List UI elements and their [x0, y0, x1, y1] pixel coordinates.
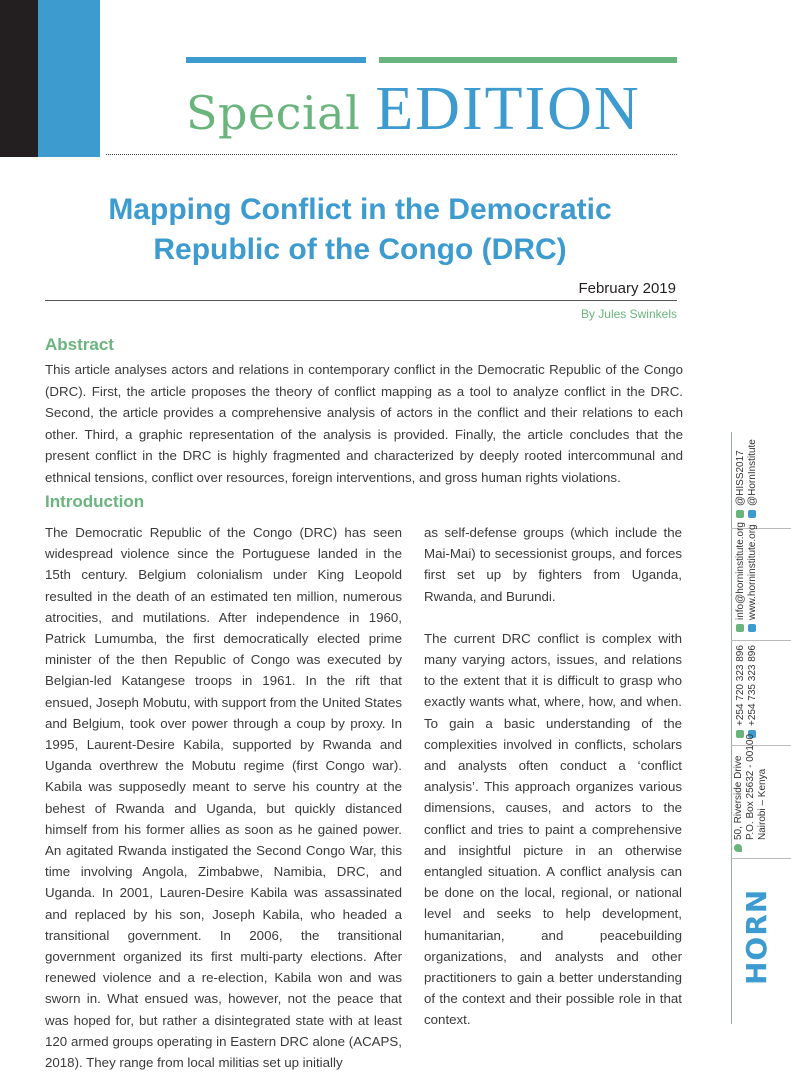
phone-number: +254 735 323 896 — [747, 645, 758, 726]
horn-logo — [740, 889, 773, 985]
twitter-icon — [736, 510, 744, 518]
sidebar-rule — [731, 858, 791, 859]
sidebar-social — [735, 439, 759, 518]
address-line: 50, Riverside Drive — [733, 755, 744, 840]
address-line: P.O. Box 25632 - 00100 — [745, 733, 756, 840]
email-icon — [736, 624, 744, 632]
introduction-heading: Introduction — [45, 492, 145, 511]
phone-number: +254 720 323 896 — [735, 645, 746, 726]
article-title-line1: Mapping Conflict in the Democratic — [108, 193, 612, 226]
address-line: Nairobi – Kenya — [757, 768, 768, 840]
masthead-special: Special — [186, 86, 361, 140]
masthead-green-bar — [379, 57, 677, 63]
globe-icon — [748, 624, 756, 632]
email-link[interactable]: info@horninstitute.org — [735, 522, 746, 620]
masthead-divider — [106, 154, 677, 155]
twitter-icon — [748, 510, 756, 518]
website-link[interactable]: www.horninstitute.org — [747, 524, 758, 620]
date-divider — [45, 300, 677, 301]
social-handle[interactable]: @HornInstitute — [747, 439, 758, 506]
introduction-paragraph: as self-defense groups (which include the Mai-Mai) to secessionist groups, and forces first set up by fighters from Uganda, Rwanda, and Burundi. — [424, 525, 682, 604]
introduction-paragraph: The current DRC conflict is complex with many varying actors, issues, and relations to the extent that it is difficult to grasp who exactly wants what, where, how, and when. To gain a basic understanding of the complexities involved in conflicts, scholars and analysts often conduct a ‘conflict analysis’. This approach organizes various dimensions, causes, and actors to the conflict and tries to paint a comprehensive and insightful picture in an otherwise entangled situation. A conflict analysis can be done on the local, regional, or national level and seeks to help development, humanitarian, and peacebuilding organizations, and analysts and other practitioners to gain a better understanding of the context and their possible role in that context. — [424, 630, 682, 1028]
abstract-text: This article analyses actors and relations in contemporary conflict in the Democratic Republic of the Congo (DRC). First, the article proposes the theory of conflict mapping as a tool to analyze conflict in the DRC. Second, the article provides a comprehensive analysis of actors in the conflict and their relations to each other. Third, a graphic representation of the analysis is provided. Finally, the article concludes that the present conflict in the DRC is highly fragmented and characterized by deeply rooted intercommunal and ethnical tensions, conflict over resources, foreign interventions, and gross human rights violations. — [45, 362, 683, 485]
masthead-edition: EDITION — [375, 75, 641, 143]
sidebar-web — [735, 522, 759, 632]
introduction-right-column — [424, 522, 682, 1031]
article-author: By Jules Swinkels — [580, 307, 677, 321]
sidebar-divider — [731, 432, 732, 1024]
social-handle[interactable]: @HISS2017 — [735, 450, 746, 506]
abstract-heading: Abstract — [45, 335, 114, 354]
masthead-blue-bar — [186, 57, 366, 63]
article-title — [60, 190, 660, 270]
sidebar-rule — [731, 640, 791, 641]
location-pin-icon — [734, 844, 742, 852]
sidebar-phones — [735, 645, 759, 738]
introduction-left-column: The Democratic Republic of the Congo (DRC) has seen widespread violence since the Portuguese landed in the 15th century. Belgium colonialism under King Leopold resulted in the death of an estimated ten million, numerous atrocities, and mutilations. After independence in 1960, Patrick Lumumba, the first democratically elected prime minister of the then Republic of Congo was executed by Belgian-led Katangese troops in 1961. In the rift that ensued, Joseph Mobutu, with support from the United States and Belgium, took over power through a coup by proxy. In 1995, Laurent-Desire Kabila, supported by Rwanda and Uganda overthrew the Mobutu regime (first Congo war). Kabila was supposedly meant to serve his country at the behest of Rwanda and Uganda, but quickly distanced himself from his former allies as soon as he gained power. An agitated Rwanda instigated the Second Congo War, this time involving Angola, Zimbabwe, Namibia, DRC, and Uganda. In 2001, Lauren-Desire Kabila was assassinated and replaced by his son, Joseph Kabila, who headed a transitional government. In 2006, the transitional government organized its first multi-party elections. After renewed violence and a re-election, Kabila won and was sworn in. What ensued was, however, not the peace that was hoped for, but rather a disintegrated state with at least 120 armed groups operating in Eastern DRC alone (ACAPS, 2018). They range from local militias set up initially — [45, 525, 403, 1071]
horn-logo-text: HORN — [740, 888, 773, 985]
sidebar-address — [733, 734, 769, 852]
article-title-line2: Republic of the Congo (DRC) — [153, 233, 567, 266]
corner-blue-block — [38, 0, 100, 157]
article-date: February 2019 — [578, 280, 676, 297]
corner-black-block — [0, 0, 38, 157]
masthead — [186, 75, 677, 143]
